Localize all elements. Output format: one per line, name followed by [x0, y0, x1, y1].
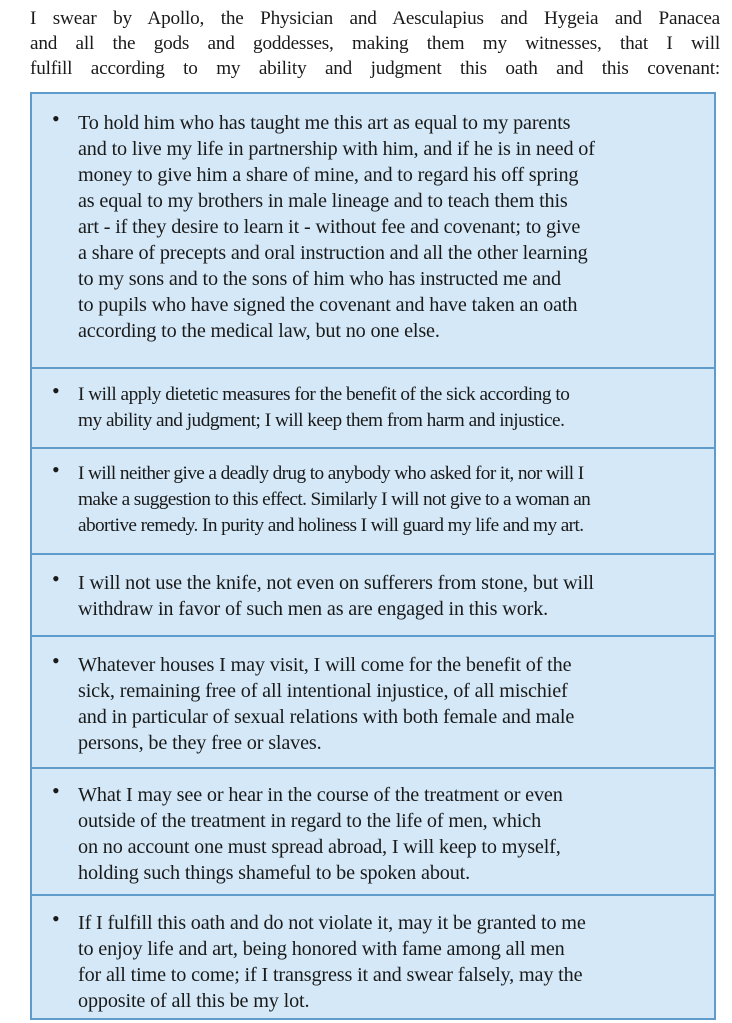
- bullet-icon: •: [52, 106, 60, 131]
- oath-clause: [32, 367, 714, 447]
- oath-intro: [30, 6, 720, 81]
- oath-clause: [32, 94, 714, 367]
- bullet-icon: •: [52, 566, 60, 591]
- oath-clause: [32, 553, 714, 635]
- bullet-icon: •: [52, 778, 60, 803]
- bullet-icon: •: [52, 457, 60, 482]
- clause-text: I will apply dietetic measures for the benefit of the sick according to my ability and judgment; I will keep them from harm and injustice.: [78, 384, 570, 431]
- oath-clauses-box: [30, 92, 716, 1020]
- clause-text: Whatever houses I may visit, I will come for the benefit of the sick, remaining free of all intentional injustice, of all mischief and in particular of sexual relations with both female and male persons, be they free or slaves.: [78, 654, 575, 754]
- oath-clause: [32, 635, 714, 767]
- clause-text: What I may see or hear in the course of the treatment or even outside of the treatment in regard to the life of men, which on no account one must spread abroad, I will keep to myself, holding such things shameful to be spoken about.: [78, 784, 563, 884]
- bullet-icon: •: [52, 906, 60, 931]
- oath-clause: [32, 447, 714, 553]
- intro-line-1: I swear by Apollo, the Physician and Aesculapius and Hygeia and Panacea: [30, 8, 720, 29]
- intro-line-2: and all the gods and goddesses, making them my witnesses, that I will: [30, 33, 720, 54]
- bullet-icon: •: [52, 648, 60, 673]
- intro-line-3: fulfill according to my ability and judgment this oath and this covenant:: [30, 58, 720, 79]
- clause-text: To hold him who has taught me this art as equal to my parents and to live my life in partnership with him, and if he is in need of money to give him a share of mine, and to regard his off spring as equal to my brothers in male lineage and to teach them this art - if they desire to learn it - without fee and covenant; to give a share of precepts and oral instruction and all the other learning to my sons and to the sons of him who has instructed me and to pupils who have signed the covenant and have taken an oath according to the medical law, but no one else.: [78, 112, 595, 342]
- bullet-icon: •: [52, 378, 60, 403]
- clause-text: I will neither give a deadly drug to anybody who asked for it, nor will I make a suggestion to this effect. Similarly I will not give to a woman an abortive remedy. In purity and holiness I will guard my life and my art.: [78, 463, 591, 536]
- clause-text: I will not use the knife, not even on sufferers from stone, but will withdraw in favor of such men as are engaged in this work.: [78, 572, 594, 620]
- oath-clause: [32, 767, 714, 894]
- clause-text: If I fulfill this oath and do not violate it, may it be granted to me to enjoy life and art, being honored with fame among all men for all time to come; if I transgress it and swear falsely, may the opposite of all this be my lot.: [78, 912, 586, 1012]
- oath-clause: [32, 894, 714, 1018]
